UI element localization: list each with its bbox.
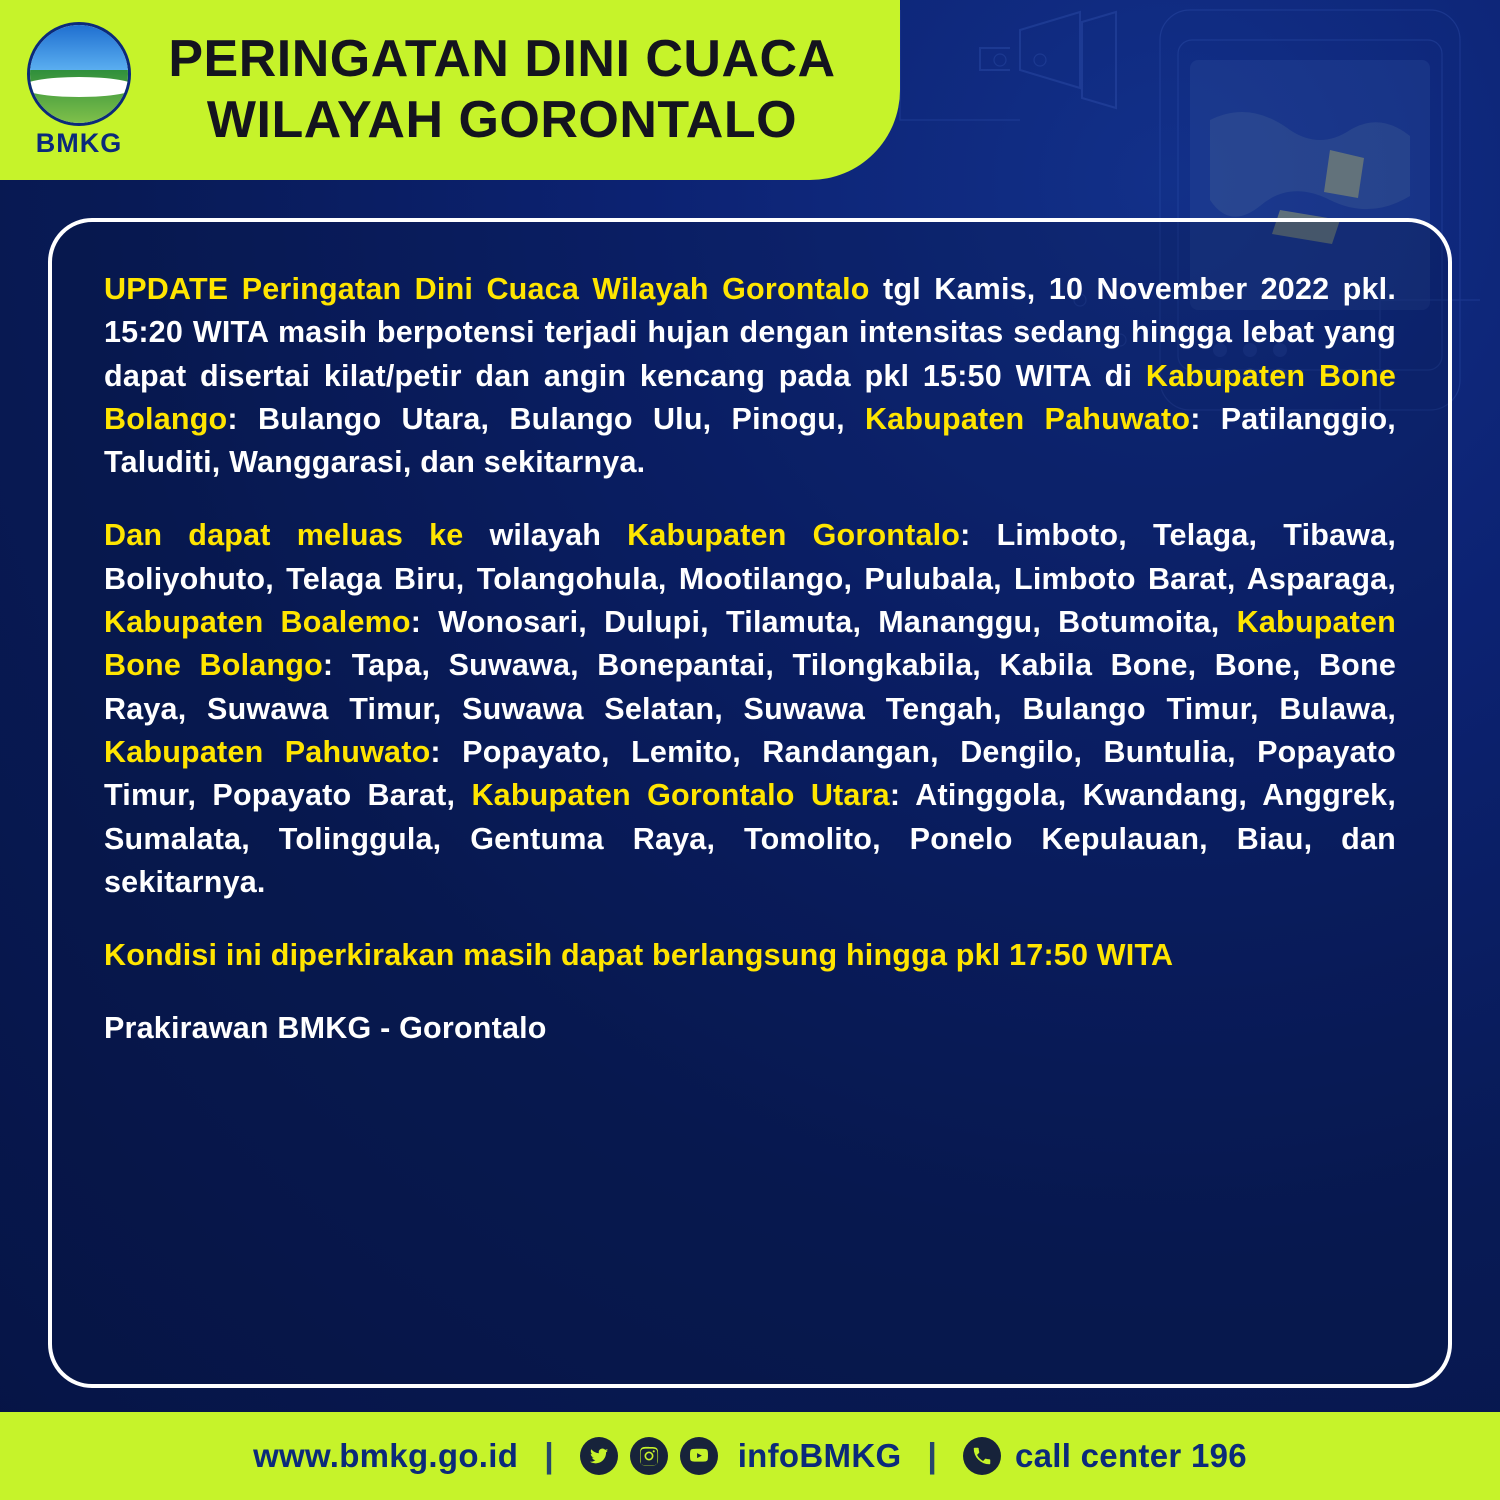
regency-pahuwato-2: Kabupaten Pahuwato	[104, 734, 431, 769]
regency-boalemo: Kabupaten Boalemo	[104, 605, 411, 640]
expansion-headline: Dan dapat meluas ke	[104, 518, 464, 553]
social-icons	[580, 1437, 902, 1475]
paragraph-update	[104, 268, 1396, 484]
footer-bar	[0, 1412, 1500, 1500]
warning-body-text	[104, 268, 1396, 1051]
bmkg-logo	[14, 20, 144, 160]
bmkg-logo-text: BMKG	[35, 127, 123, 158]
p2-text-4: : Tapa, Suwawa, Bonepantai, Tilongkabila, Kabila Bone, Bone, Bone Raya, Suwawa Timur, Suwawa Selatan, Suwawa Tengah, Bulango Timur, Bulawa,	[104, 648, 1397, 726]
p2-text-5: : Popayato, Lemito, Randangan, Dengilo, Buntulia, Popayato Timur, Popayato Barat,	[104, 734, 1396, 813]
paragraph-duration: Kondisi ini diperkirakan masih dapat berlangsung hingga pkl 17:50 WITA	[104, 938, 1174, 973]
footer-separator-left: |	[544, 1436, 554, 1475]
paragraph-expansion	[104, 514, 1396, 904]
twitter-icon[interactable]	[580, 1437, 618, 1475]
p2-text-2: : Limboto, Telaga, Tibawa, Boliyohuto, Telaga Biru, Tolangohula, Mootilango, Pulubala, Limboto Barat, Asparaga,	[104, 518, 1396, 596]
page-title-line-1: PERINGATAN DINI CUACA	[168, 29, 836, 88]
update-headline: UPDATE Peringatan Dini Cuaca Wilayah Gorontalo	[104, 272, 870, 306]
footer-separator-right: |	[927, 1436, 937, 1475]
p1-text-2: : Bulango Utara, Bulango Ulu, Pinogu,	[227, 401, 865, 436]
p1-text-1: tgl Kamis, 10 November 2022 pkl. 15:20 WITA masih berpotensi terjadi hujan dengan intensitas sedang hingga lebat yang dapat disertai kilat/petir dan angin kencang pada pkl 15:50 WITA di	[104, 272, 1396, 393]
regency-bone-bolango-2: Kabupaten Bone Bolango	[104, 605, 1397, 683]
footer-website[interactable]: www.bmkg.go.id	[253, 1437, 519, 1474]
regency-bone-bolango: Kabupaten Bone Bolango	[104, 358, 1396, 436]
p2-text-1: wilayah	[463, 518, 628, 553]
page-title-line-2: WILAYAH GORONTALO	[206, 91, 798, 149]
phone-icon	[963, 1437, 1001, 1475]
p1-text-3: : Patilanggio, Taluditi, Wanggarasi, dan sekitarnya.	[104, 401, 1396, 480]
youtube-icon[interactable]	[680, 1437, 718, 1475]
bmkg-logo-icon	[27, 22, 131, 126]
regency-gorontalo-utara: Kabupaten Gorontalo Utara	[471, 778, 890, 813]
p2-text-6: : Atinggola, Kwandang, Anggrek, Sumalata, Tolinggula, Gentuma Raya, Tomolito, Ponelo Kepulauan, Biau, dan sekitarnya.	[104, 778, 1396, 899]
p2-text-3: : Wonosari, Dulupi, Tilamuta, Mananggu, Botumoita,	[410, 605, 1237, 640]
regency-pahuwato: Kabupaten Pahuwato	[864, 401, 1191, 436]
instagram-icon[interactable]	[630, 1437, 668, 1475]
regency-gorontalo: Kabupaten Gorontalo	[627, 518, 961, 553]
footer-social-handle: infoBMKG	[737, 1437, 902, 1474]
header-banner	[0, 0, 900, 180]
call-center[interactable]	[963, 1437, 1247, 1475]
footer-call-center-text: call center 196	[1014, 1437, 1247, 1474]
page-title	[144, 29, 900, 152]
warning-content-card	[48, 218, 1452, 1388]
paragraph-signature: Prakirawan BMKG - Gorontalo	[104, 1011, 547, 1046]
